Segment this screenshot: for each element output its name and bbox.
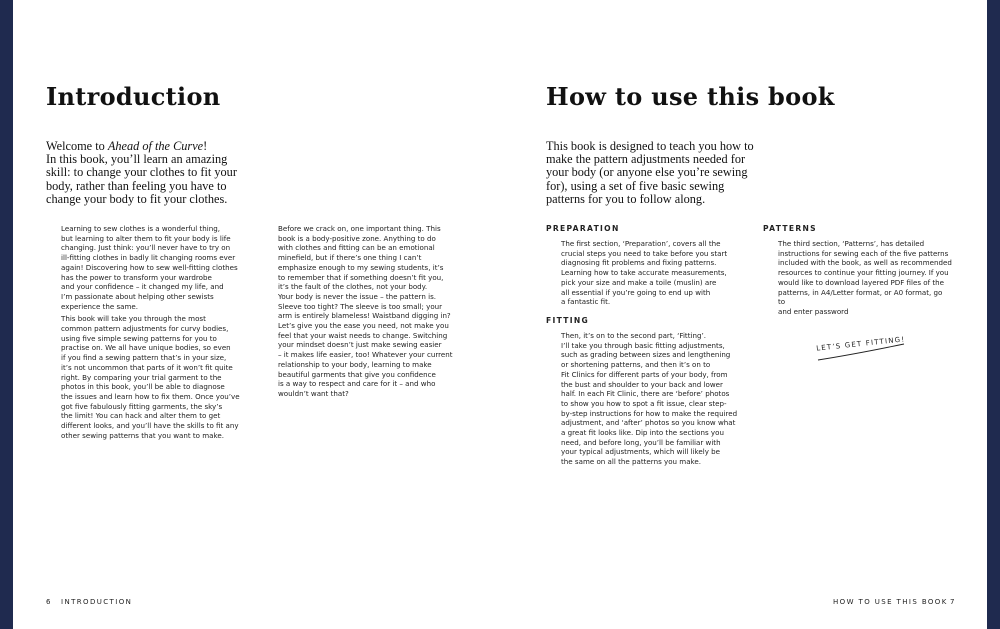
fitting-heading: FITTING [546,316,590,325]
page-number-right: 7 [950,598,956,606]
running-footer-right: HOW TO USE THIS BOOK [833,598,948,606]
stamp-text: LET’S GET FITTING! [815,335,906,353]
left-page [13,0,500,629]
paragraph: Learning to sew clothes is a wonderful thing, but learning to alter them to fit your body is life changing. Just think: you’ll never have to try on ill-fitting clothes in badly lit changing rooms ever again! Discovering how to sew well-fitting clothes has the power to transform your wardrobe and your confidence – it changed my life, and I’m passionate about helping other sewists experience the same. [61,224,238,311]
lead-after: ! In this book, you’ll learn an amazing skill: to change your clothes to fit your body, rather than feeling you have to change your body to fit your clothes. [46,139,237,206]
lead-before: Welcome to [46,139,108,153]
how-to-use-title: How to use this book [546,82,835,111]
introduction-lead [46,140,306,206]
swoosh-icon [816,334,908,370]
paragraph: This book will take you through the most common pattern adjustments for curvy bodies, using five simple sewing patterns for you to practise on. We all have unique bodies, so even if you find a sewing pattern that’s in your size, it’s not uncommon that parts of it won’t fit quite right. By comparing your trial garment to the photos in this book, you’ll be able to diagnose the issues and learn how to fix them. Once you’ve got five fabulously fitting garments, the sky’s the limit! You can hack and alter them to get different looks, and you’ll have the skills to fit any other sewing patterns that you want to make. [61,314,240,440]
preparation-text: The first section, ‘Preparation’, covers all the crucial steps you need to take before you start diagnosing fit problems and fixing patterns. Learning how to take accurate measurements, pick your size and make a toile (muslin) are all essential if you’re going to end up with a fantastic fit. [561,239,728,307]
lets-get-fitting-stamp [816,334,908,370]
book-title: Ahead of the Curve [107,139,204,153]
paragraph: Before we crack on, one important thing. This book is a body-positive zone. Anything to do with clothes and fitting can be an emotional minefield, but if there’s one thing I can’t emphasize enough to my sewing students, it’s to remember that if something doesn’t fit you, it’s the fault of the clothes, not your body. Your body is never the issue – the pattern is. Sleeve too tight? The sleeve is too small; your arm is entirely blameless! Waistband digging in? Let’s give you the ease you need, not make you feel that your waist needs to change. Switching your mindset doesn’t just make sewing easier – it makes life easier, too! Whatever your current relationship to your body, learning to make beautiful garments that give you confidence is a way to respect and care for it – and who wouldn’t want that? [278,224,453,398]
preparation-heading: PREPARATION [546,224,620,233]
right-page [500,0,987,629]
patterns-text: The third section, ‘Patterns’, has detailed instructions for sewing each of the five patterns included with the book, as well as recommended resources to continue your fitting journey. If you would like to download layered PDF files of the patterns, in A4/Letter format, or A0 format, go to and enter password [778,239,952,316]
introduction-column-1 [61,224,261,443]
introduction-column-2 [278,224,478,402]
how-to-use-lead: This book is designed to teach you how to make the pattern adjustments needed for your body (or anyone else you’re sewing for), using a set of five basic sewing patterns for you to follow along. [546,139,754,206]
fitting-text: Then, it’s on to the second part, ‘Fitting’. I’ll take you through basic fitting adjustments, such as grading between sizes and lengthening or shortening patterns, and then it’s on to Fit Clinics for different parts of your body, from the bust and shoulder to your back and lower half. In each Fit Clinic, there are ‘before’ photos to show you how to spot a fit issue, clear step- by-step instructions for how to make the required adjustment, and ‘after’ photos so you know what a great fit looks like. Dip into the sections you need, and before long, you’ll be familiar with your typical adjustments, which will likely be the same on all the patterns you make. [561,331,738,467]
patterns-heading: PATTERNS [763,224,817,233]
running-footer-left: INTRODUCTION [61,598,133,606]
introduction-title: Introduction [46,82,221,111]
page-number-left: 6 [46,598,52,606]
